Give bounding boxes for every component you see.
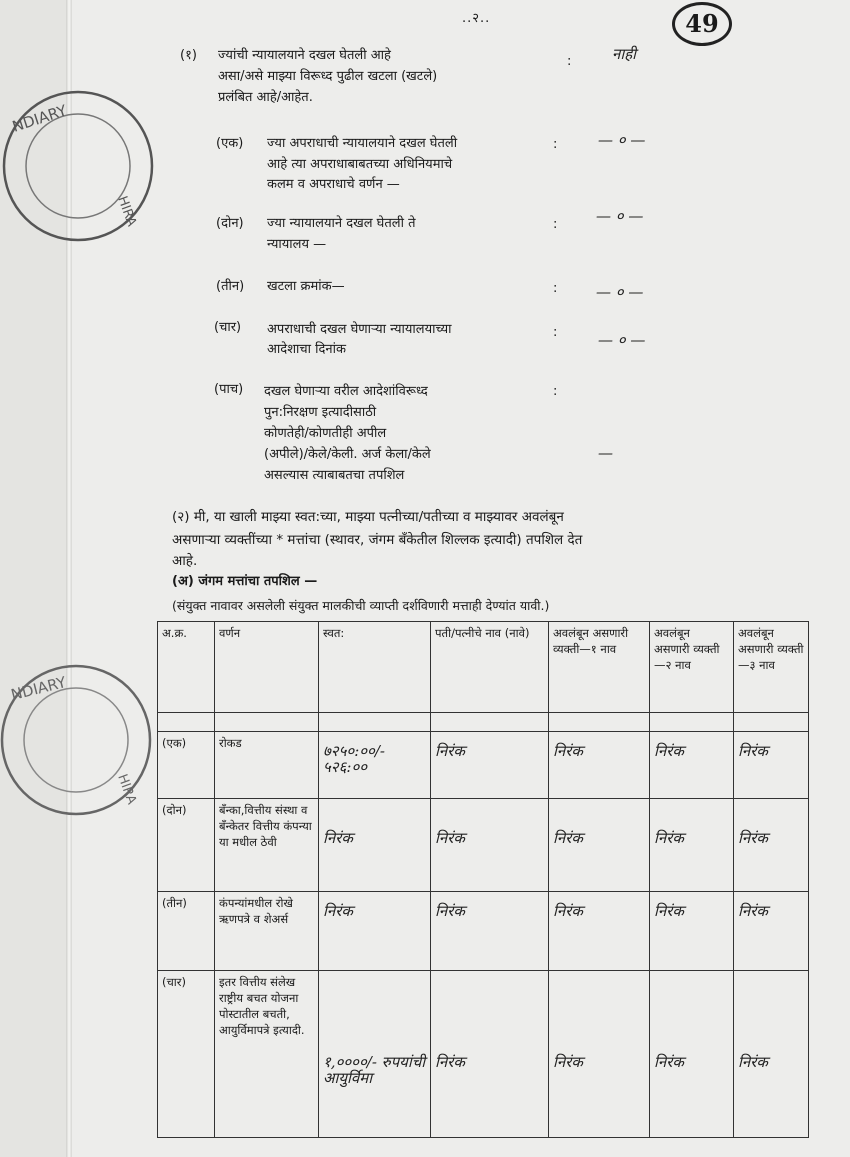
sub3-line-1: खटला क्रमांक—	[267, 279, 345, 294]
sub2-label: (दोन)	[216, 216, 244, 231]
sub5-answer: —	[598, 444, 613, 462]
seal-stamp-top	[0, 78, 165, 253]
page-stamp-number: 49	[672, 2, 732, 46]
row2-description: बँन्का,वित्तीय संस्था व बँन्केतर वित्तीय कंपन्या या मधील ठेवी	[215, 799, 319, 892]
movable-assets-table	[157, 621, 809, 1138]
row1-dep3: निरंक	[738, 742, 768, 760]
section-a-title: (अ) जंगम मत्तांचा तपशिल —	[172, 574, 318, 589]
row4-dep1: निरंक	[553, 1053, 583, 1071]
row1-dep2: निरंक	[654, 742, 684, 760]
item2-line-2: असणाऱ्या व्यक्तींच्या * मत्तांचा (स्थावर, जंगम बँकेतील शिल्लक इत्यादी) तपशिल देत	[172, 532, 583, 548]
row2-dep2: निरंक	[654, 829, 684, 847]
row2-self: निरंक	[323, 829, 353, 847]
item1-number: (१)	[180, 48, 197, 63]
row4-dep3: निरंक	[738, 1053, 768, 1071]
row4-description: इतर वित्तीय संलेख राष्ट्रीय बचत योजना पोस्टातील बचती, आयुर्विमापत्रे इत्यादी.	[215, 971, 319, 1138]
table-row	[158, 892, 809, 971]
row4-serial: (चार)	[158, 971, 215, 1138]
row1-dep1: निरंक	[553, 742, 583, 760]
header-self: स्वत:	[319, 622, 431, 713]
row4-dep2: निरंक	[654, 1053, 684, 1071]
sub5-colon: :	[553, 384, 558, 399]
sub4-line-1: अपराधाची दखल घेणाऱ्या न्यायालयाच्या	[267, 322, 452, 337]
item1-line-2: असा/असे माझ्या विरूध्द पुढील खटला (खटले)	[218, 69, 438, 84]
row3-dep2: निरंक	[654, 902, 684, 920]
sub1-answer: — ० —	[598, 131, 646, 149]
sub1-line-3: कलम व अपराधाचे वर्णन —	[267, 177, 400, 192]
row2-dep1: निरंक	[553, 829, 583, 847]
sub3-answer: — ० —	[596, 283, 644, 301]
sub5-line-4: (अपीले)/केले/केली. अर्ज केला/केले	[264, 447, 431, 462]
sub2-answer: — ० —	[596, 207, 644, 225]
header-dependent-3: अवलंबून असणारी व्यक्ती—३ नाव	[734, 622, 809, 713]
sub2-colon: :	[553, 217, 558, 232]
sub5-line-1: दखल घेणाऱ्या वरील आदेशांविरूध्द	[264, 384, 428, 399]
row4-spouse: निरंक	[435, 1053, 465, 1071]
item1-colon: :	[567, 54, 572, 69]
table-row	[158, 799, 809, 892]
item2-line-1: (२) मी, या खाली माझ्या स्वत:च्या, माझ्या पत्नीच्या/पतीच्या व माझ्यावर अवलंबून	[172, 509, 564, 525]
row1-serial: (एक)	[158, 732, 215, 799]
row3-spouse: निरंक	[435, 902, 465, 920]
row4-self: १,००००/- रुपयांची आयुर्विमा	[323, 1053, 426, 1087]
header-dependent-1: अवलंबून असणारी व्यक्ती—१ नाव	[549, 622, 650, 713]
row3-dep3: निरंक	[738, 902, 768, 920]
row2-dep3: निरंक	[738, 829, 768, 847]
item1-line-1: ज्यांची न्यायालयाने दखल घेतली आहे	[218, 48, 391, 63]
sub4-line-2: आदेशाचा दिनांक	[267, 342, 346, 357]
header-spouse: पती/पत्नीचे नाव (नावे)	[431, 622, 549, 713]
row3-dep1: निरंक	[553, 902, 583, 920]
item1-answer: नाही	[612, 45, 637, 63]
table-row	[158, 732, 809, 799]
row3-self: निरंक	[323, 902, 353, 920]
sub3-colon: :	[553, 281, 558, 296]
row2-serial: (दोन)	[158, 799, 215, 892]
table-spacer-row	[158, 713, 809, 732]
table-row	[158, 971, 809, 1138]
table-header-row	[158, 622, 809, 713]
row3-serial: (तीन)	[158, 892, 215, 971]
header-description: वर्णन	[215, 622, 319, 713]
header-serial: अ.क्र.	[158, 622, 215, 713]
row2-spouse: निरंक	[435, 829, 465, 847]
sub3-label: (तीन)	[216, 279, 245, 294]
stamp-text-top-2: NDIARY	[9, 673, 68, 705]
sub5-label: (पाच)	[214, 382, 244, 397]
seal-stamp-bottom	[0, 648, 165, 828]
sub1-colon: :	[553, 137, 558, 152]
section-a-note: (संयुक्त नावावर असलेली संयुक्त मालकीची व्याप्ती दर्शविणारी मत्ताही देण्यांत यावी.)	[172, 598, 550, 613]
sub1-line-2: आहे त्या अपराधाबाबतच्या अधिनियमाचे	[267, 157, 453, 172]
stamp-text-side-2: HIRA	[114, 772, 139, 807]
sub2-line-1: ज्या न्यायालयाने दखल घेतली ते	[267, 216, 416, 231]
row1-self: ७२५०:००/- ५२६:००	[323, 742, 385, 776]
stamp-text-side: HIRA	[114, 194, 139, 229]
sub2-line-2: न्यायालय —	[267, 237, 327, 252]
sub4-answer: — ० —	[598, 331, 646, 349]
item1-line-3: प्रलंबित आहे/आहेत.	[218, 90, 313, 105]
sub5-line-2: पुन:निरक्षण इत्यादीसाठी	[264, 405, 377, 420]
sub4-colon: :	[553, 325, 558, 340]
header-dependent-2: अवलंबून असणारी व्यक्ती—२ नाव	[650, 622, 734, 713]
sub4-label: (चार)	[214, 320, 242, 335]
sub1-label: (एक)	[216, 136, 244, 151]
sub5-line-5: असल्यास त्याबाबतचा तपशिल	[264, 468, 405, 483]
sub5-line-3: कोणतेही/कोणतीही अपील	[264, 426, 387, 441]
row3-description: कंपन्यांमधील रोखे ऋणपत्रे व शेअर्स	[215, 892, 319, 971]
sub1-line-1: ज्या अपराधाची न्यायालयाने दखल घेतली	[267, 136, 458, 151]
item2-line-3: आहे.	[172, 553, 198, 569]
stamp-text-top: NDIARY	[10, 101, 69, 136]
row1-description: रोकड	[215, 732, 319, 799]
page-number: ..२..	[462, 11, 491, 26]
row1-spouse: निरंक	[435, 742, 465, 760]
